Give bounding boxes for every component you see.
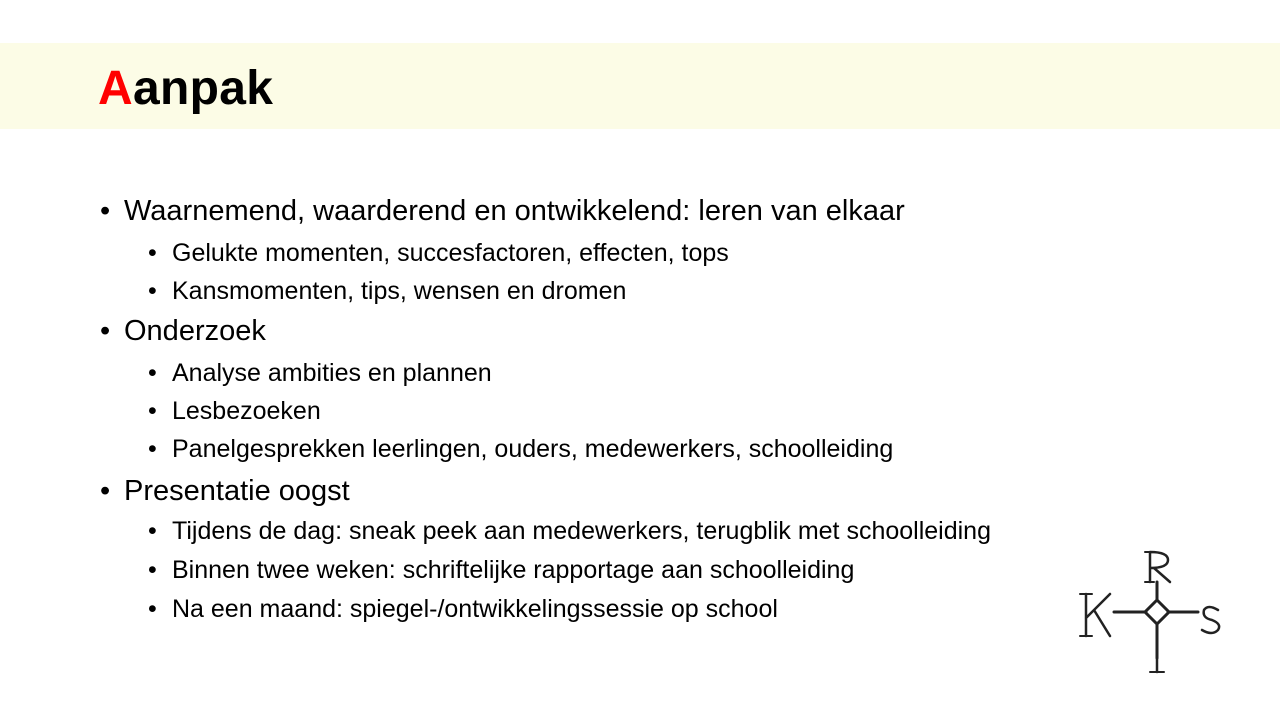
bullet-dot: • (100, 475, 111, 507)
bullet-text: Waarnemend, waarderend en ontwikkelend: leren van elkaar (124, 195, 905, 227)
bullet-dot: • (148, 435, 157, 463)
krs-monogram-logo (1072, 548, 1228, 676)
bullet-text: Analyse ambities en plannen (172, 359, 492, 387)
bullet-text: Panelgesprekken leerlingen, ouders, medewerkers, schoolleiding (172, 435, 894, 463)
bullet-text: Onderzoek (124, 315, 266, 347)
bullet-dot: • (148, 277, 157, 305)
bullet-text: Gelukte momenten, succesfactoren, effecten, tops (172, 239, 729, 267)
title-rest: anpak (132, 62, 274, 115)
bullet-text: Kansmomenten, tips, wensen en dromen (172, 277, 627, 305)
bullet-text: Binnen twee weken: schriftelijke rapportage aan schoolleiding (172, 556, 855, 584)
title-first-letter: A (98, 62, 133, 115)
bullet-dot: • (148, 239, 157, 267)
bullet-dot: • (148, 359, 157, 387)
bullet-dot: • (148, 397, 157, 425)
bullet-dot: • (148, 556, 157, 584)
bullet-dot: • (100, 315, 111, 347)
bullet-text: Tijdens de dag: sneak peek aan medewerkers, terugblik met schoolleiding (172, 517, 991, 545)
bullet-dot: • (148, 595, 157, 623)
bullet-dot: • (148, 517, 157, 545)
bullet-text: Lesbezoeken (172, 397, 321, 425)
bullet-text: Na een maand: spiegel-/ontwikkelingssessie op school (172, 595, 778, 623)
bullet-dot: • (100, 195, 111, 227)
bullet-text: Presentatie oogst (124, 475, 350, 507)
